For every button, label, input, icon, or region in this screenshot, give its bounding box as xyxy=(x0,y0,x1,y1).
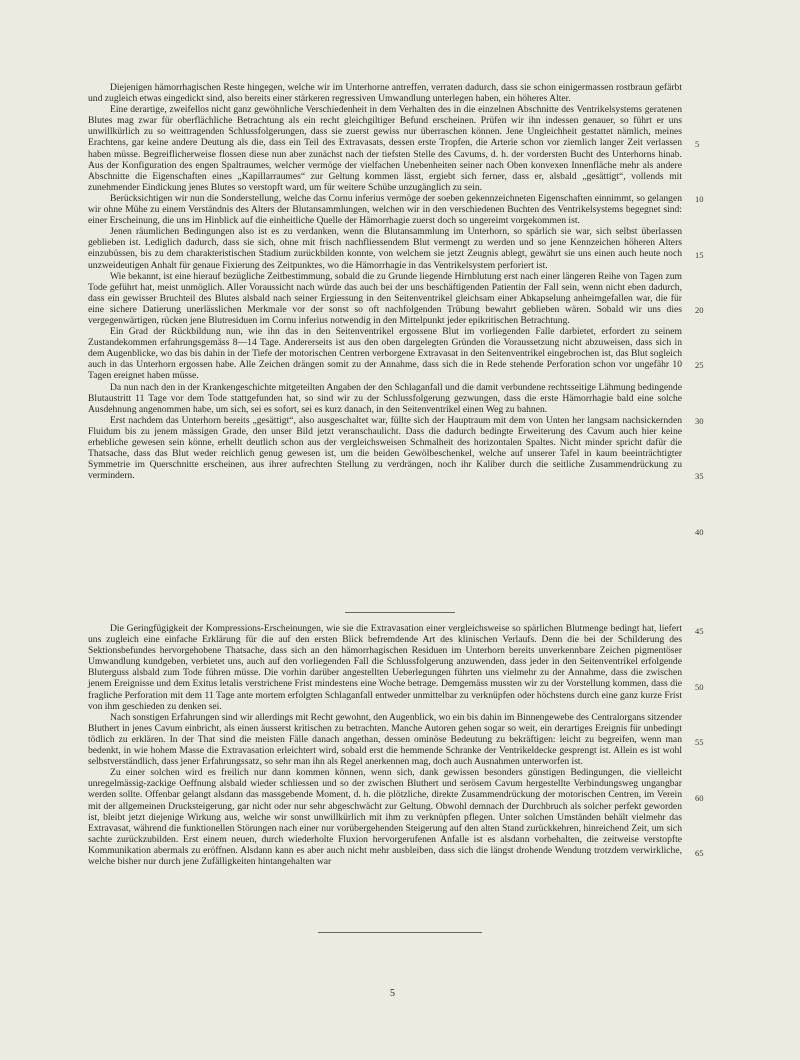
line-number: 35 xyxy=(695,471,704,481)
line-number: 15 xyxy=(695,250,704,260)
line-number: 50 xyxy=(695,682,704,692)
line-number: 40 xyxy=(695,527,704,537)
line-number: 60 xyxy=(695,793,704,803)
line-number: 45 xyxy=(695,626,704,636)
line-number: 20 xyxy=(695,305,704,315)
line-number: 10 xyxy=(695,194,704,204)
paragraph: Ein Grad der Rückbildung nun, wie ihn das in den Seitenventrikel ergossene Blut im vorliegenden Falle darbietet, erfordert zu seinem Zustandekommen erfahrungsgemäss 8—14 Tage. Andererseits ist aus den oben dargelegten Gründen die Voraussetzung nicht abzuweisen, dass sich in dem Augenblicke, wo das bis dahin in der Tiefe der motorischen Centren verborgene Extravasat in den Seitenventrikel eingebrochen ist, das Blut sogleich auch in das Unterhorn ergossen habe. Alle Zeichen drängen somit zu der Annahme, dass sich die in Rede stehende Perforation schon vor ungefähr 10 Tagen ereignet haben müsse. xyxy=(88,326,682,382)
paragraph: Diejenigen hämorrhagischen Reste hingegen, welche wir im Unterhorne antreffen, verraten dadurch, dass sie schon einigermassen rostbraun gefärbt und zugleich etwas eingedickt sind, also bereits einer stärkeren regressiven Umwandlung unterlegen haben, ein höheres Alter. xyxy=(88,82,682,105)
line-number: 55 xyxy=(695,737,704,747)
paragraph: Jenen räumlichen Bedingungen also ist es zu verdanken, wenn die Blutansammlung im Unterhorn, so spärlich sie war, sich selbst überlassen geblieben ist. Lediglich dadurch, dass sie sich, ohne mit frisch nachfliessendem Blut vermengt zu werden und so jene Kennzeichen höheren Alters einzubüssen, bis zu dem charakteristischen Stadium zurückbilden konnte, von welchem sie jetzt Zeugnis ablegt, gewährt sie uns einen auch heute noch unzweideutigen Anhalt für genaue Fixierung des Zeitpunktes, wo die Hämorrhagie in das Ventrikelsystem perforiert ist. xyxy=(88,226,682,271)
section-divider xyxy=(345,612,455,613)
bottom-text-block xyxy=(88,623,682,867)
paragraph: Nach sonstigen Erfahrungen sind wir allerdings mit Recht gewohnt, den Augenblick, wo ein bis dahin im Binnengewebe des Centralorgans sitzender Bluthert in jenes Cavum einbricht, als einen äusserst kritischen zu betrachten. Manche Autoren gehen sogar so weit, ein derartiges Ereignis für unbedingt tödlich zu erklären. In der That sind die meisten Fälle danach angethan, dessen ominöse Bedeutung zu bekräftigen: leicht zu begreifen, wenn man bedenkt, in wie hohem Masse die Extravasation erleichtert wird, sobald erst die hemmende Schranke der Ventrikeldecke gesprengt ist. Allein es ist wohl selbstverständlich, dass jener Erfahrungssatz, so sehr man ihn als Regel anerkennen mag, doch auch Ausnahmen unterworfen ist. xyxy=(88,711,682,768)
paragraph: Eine derartige, zweifellos nicht ganz gewöhnliche Verschiedenheit in dem Verhalten des in die einzelnen Abschnitte des Ventrikelsystems geratenen Blutes mag zwar für oberflächliche Betrachtung als ein recht gleichgiltiger Befund erscheinen. Prüfen wir ihn indessen genauer, so führt er uns unwillkürlich zu so weittragenden Schlussfolgerungen, dass sie zuerst gewiss nur überraschen können. Jene Ungleichheit gestattet nämlich, meines Erachtens, gar keine andere Deutung als die, dass ein Teil des Extravasats, dessen erste Tropfen, die Arterie schon vor ziemlich langer Zeit verlassen haben müsse. Begreiflicherweise flossen diese nun aber zunächst nach der tiefsten Stelle des Cavums, d. h. der vordersten Bucht des Unterhorns hinab. Aus der Konfiguration des engen Spaltraumes, welcher vermöge der vielfachen Unebenheiten seiner nach Oben konvexen Innenfläche mehr als andere Abschnitte die Eigenschaften eines „Kapillarraumes“ zur Geltung kommen lässt, ergiebt sich ferner, dass er, alsbald „gesättigt“, vollends mit zunehmender Eindickung jenes Blutes so verstopft ward, um für weitere Schübe unzugänglich zu sein. xyxy=(88,104,682,193)
paragraph: Zu einer solchen wird es freilich nur dann kommen können, wenn sich, dank gewissen besonders günstigen Bedingungen, die vielleicht unregelmässig-zackige Oeffnung alsbald wieder schliessen und so der zwischen Bluthert und serösem Cavum hergestellte Verbindungsweg ungangbar werden sollte. Offenbar gelangt alsdann das massgebende Moment, d. h. die plötzliche, direkte Zusammendrückung der motorischen Centren, im Verein mit der allgemeinen Drucksteigerung, gar nicht oder nur sehr abgeschwächt zur Geltung. Obwohl demnach der Durchbruch als solcher perfekt geworden ist, bleibt jetzt diejenige Wirkung aus, welche wir sonst unwillkürlich mit ihm zu verknüpfen pflegen. Unter solchen Umständen behält vielmehr das Extravasat, während die funktionellen Störungen nach einer nur vorübergehenden Steigerung auf den alten Stand zurückkehren, hinreichend Zeit, um sich sachte zurückzubilden. Erst einem neuen, durch wiederholte Fluxion hervorgerufenen Anfalle ist es alsdann vorbehalten, die zeitweise verstopfte Kommunikation abermals zu eröffnen. Alsdann kann es aber auch nicht mehr ausbleiben, dass sich die längst drohende Wendung trotzdem verwirkliche, welche bisher nur durch jene Zufälligkeiten hintangehalten war xyxy=(88,767,682,867)
line-number: 30 xyxy=(695,416,704,426)
line-number: 25 xyxy=(695,360,704,370)
paragraph: Die Geringfügigkeit der Kompressions-Erscheinungen, wie sie die Extravasation einer vergleichsweise so spärlichen Blutmenge bedingt hat, liefert uns zugleich eine einfache Erklärung für die auf den ersten Blick befremdende Art des klinischen Verlaufs. Denn die bei der Schilderung des Sektionsbefundes hervorgehobene Thatsache, dass sich an den hämorrhagischen Residuen im Unterhorn bereits unverkennbare Zeichen pigmentöser Umwandlung kundgeben, verbietet uns, auch auf den vorliegenden Fall die Schlussfolgerung anzuwenden, dass jeder in den Seitenventrikel erfolgende Bluterguss alsbald zum Tode führen müsse. Die vorhin darüber angestellten Ueberlegungen führten uns vielmehr zu der Annahme, dass die zwischen jenem Ereignisse und dem Exitus letalis verstrichene Frist mindestens eine Woche betrage. Demgemäss mussten wir zu der Vorstellung kommen, dass die fragliche Perforation mit dem 11 Tage ante mortem erfolgten Schlaganfall entweder unmittelbar zu verknüpfen oder höchstens durch eine ganz kurze Frist von ihm geschieden zu denken sei. xyxy=(88,623,682,712)
end-rule xyxy=(318,932,482,933)
top-text-block xyxy=(88,82,682,481)
paragraph: Berücksichtigen wir nun die Sonderstellung, welche das Cornu inferius vermöge der soeben gekennzeichneten Eigenschaften einnimmt, so gelangen wir ohne Mühe zu einem Verständnis des Alters der Blutansammlungen, welchen wir in den verschiedenen Buchten des Ventrikelsystems begegnet sind: einer Erscheinung, die uns im Hinblick auf die einheitliche Quelle der Hämorrhagie zuerst doch so ungereimt vorgekommen ist. xyxy=(88,192,682,227)
page-number: 5 xyxy=(390,988,395,999)
line-number: 5 xyxy=(695,139,700,149)
line-number: 65 xyxy=(695,848,704,858)
paragraph: Da nun nach den in der Krankengeschichte mitgeteilten Angaben der den Schlaganfall und die damit verbundene rechtsseitige Lähmung bedingende Blutaustritt 11 Tage vor dem Tode stattgefunden hat, so sind wir zu der Schlussfolgerung gezwungen, dass die erste Hämorrhagie bald eine solche Ausdehnung angenommen habe, um sich, sei es sofort, sei es kurz danach, in den Seitenventrikel einen Weg zu bahnen. xyxy=(88,381,682,415)
paragraph: Wie bekannt, ist eine hierauf bezügliche Zeitbestimmung, sobald die zu Grunde liegende Hirnblutung erst nach einer längeren Reihe von Tagen zum Tode geführt hat, meist unmöglich. Aller Voraussicht nach würde das auch bei der uns beschäftigenden Patientin der Fall sein, wenn nicht eben dadurch, dass ein gewisser Bruchteil des Blutes alsbald nach seiner Ergiessung in den Seitenventrikel gleichsam einer Abkapselung anheimgefallen war, die für eine sichere Datierung unerlässlichen Merkmale vor der sonst so oft nachfolgenden Trübung bewahrt geblieben wären. Sobald wir uns dies vergegenwärtigen, rücken jene Blutresiduen im Cornu inferius notwendig in den Mittelpunkt jeder epikritischen Betrachtung. xyxy=(88,270,682,326)
paragraph: Erst nachdem das Unterhorn bereits „gesättigt“, also ausgeschaltet war, füllte sich der Hauptraum mit dem von Unten her langsam nachsickernden Fluidum bis zu jenem mässigen Grade, den unser Bild jetzt veranschaulicht. Dass die dadurch bedingte Erweiterung des Cavum auch hier keine erhebliche gewesen sein könne, erhellt deutlich schon aus der vergleichsweisen Schmalheit des horizontalen Spaltes. Nicht minder spricht dafür die Thatsache, dass das Blut weder reichlich genug gewesen ist, um die beiden Gewölbeschenkel, welche auf unserer Tafel in kaum beeinträchtigter Symmetrie im Querschnitte erscheinen, aus ihrer aufrechten Stellung zu verdrängen, noch ihr Kaliber durch die seitliche Zusammendrückung zu vermindern. xyxy=(88,414,682,482)
